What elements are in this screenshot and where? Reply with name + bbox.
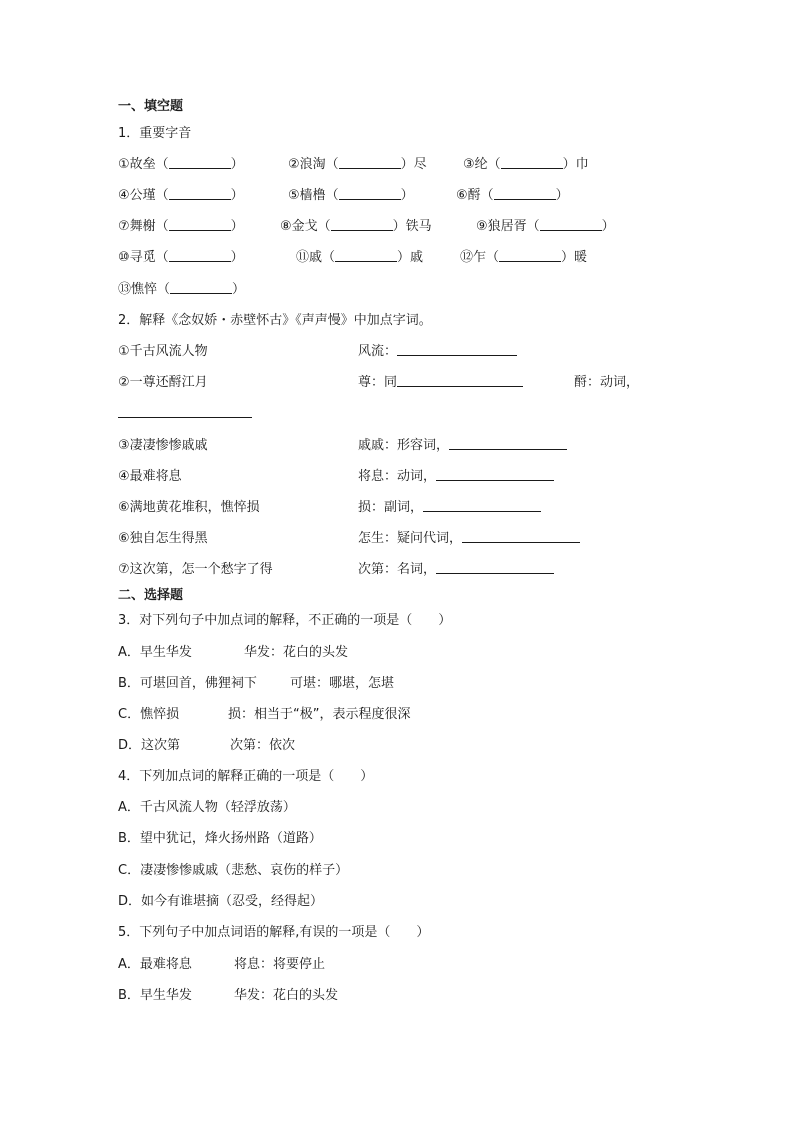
q2-row (118, 373, 678, 393)
q1-title: 1．重要字音 (118, 126, 192, 141)
q1-row (118, 217, 678, 237)
q1-item: ⑩寻觅（ ） (118, 250, 244, 265)
q2-row (118, 342, 678, 362)
q3-option[interactable] (118, 705, 678, 725)
blank[interactable] (169, 248, 231, 262)
option-label: C．憔悴损 (118, 707, 180, 722)
answer-blank[interactable] (397, 342, 517, 356)
q2-phrase: ③凄凄惨惨戚戚 (118, 438, 208, 453)
blank[interactable] (494, 186, 556, 200)
option-label: A．早生华发 (118, 645, 192, 660)
section-choice-heading: 二、选择题 (118, 588, 184, 603)
answer-blank[interactable] (436, 560, 554, 574)
option-label: D．这次第 (118, 738, 181, 753)
q1-item: ②浪淘（ ）尽 (288, 157, 427, 172)
blank[interactable] (335, 248, 397, 262)
q1-row (118, 280, 678, 300)
q2-phrase: ②一尊还酹江月 (118, 375, 208, 390)
answer-blank[interactable] (449, 436, 567, 450)
section-fill-heading: 一、填空题 (118, 99, 184, 114)
q4-option[interactable]: D．如今有谁堪摘（忍受，经得起） (118, 894, 324, 909)
q1-item: ⑥酹（ ） (456, 188, 569, 203)
blank[interactable] (169, 217, 231, 231)
q2-row (118, 467, 678, 487)
q2-answer-2: 酹：动词， (574, 375, 640, 390)
q1-item: ⑨狼居胥（ ） (476, 219, 615, 234)
option-label: B．早生华发 (118, 988, 192, 1003)
q2-answer: 风流： (358, 342, 517, 362)
option-note: 华发：花白的头发 (234, 988, 339, 1003)
q4-stem: 4．下列加点词的解释正确的一项是（ ） (118, 769, 374, 784)
q3-option[interactable] (118, 643, 678, 663)
q1-row (118, 186, 678, 206)
q2-row (118, 436, 678, 456)
option-label: A．最难将息 (118, 957, 192, 972)
q2-continuation (118, 404, 258, 424)
q2-row (118, 529, 678, 549)
q2-phrase: ⑦这次第，怎一个愁字了得 (118, 562, 273, 577)
q1-row (118, 248, 678, 268)
blank[interactable] (499, 248, 561, 262)
q1-item: ⑧金戈（ ）铁马 (280, 219, 432, 234)
q2-answer: 将息：动词， (358, 467, 554, 487)
option-note: 将息：将要停止 (234, 957, 326, 972)
answer-blank[interactable] (118, 404, 252, 418)
q2-phrase: ④最难将息 (118, 469, 182, 484)
q2-title: 2．解释《念奴娇・赤壁怀古》《声声慢》中加点字词。 (118, 313, 432, 328)
option-note: 次第：依次 (230, 738, 296, 753)
answer-blank[interactable] (436, 467, 554, 481)
q1-item: ⑤樯橹（ ） (288, 188, 414, 203)
blank[interactable] (339, 155, 401, 169)
q2-answer: 戚戚：形容词， (358, 436, 567, 456)
answer-blank[interactable] (462, 529, 580, 543)
answer-blank[interactable] (397, 373, 523, 387)
blank[interactable] (169, 186, 231, 200)
q2-row (118, 560, 678, 580)
q1-item: ①故垒（ ） (118, 157, 244, 172)
q2-phrase: ①千古风流人物 (118, 344, 208, 359)
q1-row (118, 155, 678, 175)
blank[interactable] (540, 217, 602, 231)
option-note: 华发：花白的头发 (244, 645, 349, 660)
q2-phrase: ⑥满地黄花堆积，憔悴损 (118, 500, 260, 515)
q2-phrase: ⑥独自怎生得黑 (118, 531, 208, 546)
q4-option[interactable]: B．望中犹记，烽火扬州路（道路） (118, 831, 322, 846)
option-label: B．可堪回首，佛狸祠下 (118, 676, 257, 691)
q1-item: ⑫乍（ ）暖 (460, 250, 588, 265)
q3-option[interactable] (118, 736, 678, 756)
q1-item: ⑦舞榭（ ） (118, 219, 244, 234)
answer-blank[interactable] (423, 498, 541, 512)
blank[interactable] (169, 155, 231, 169)
option-note: 可堪：哪堪，怎堪 (290, 676, 395, 691)
blank[interactable] (331, 217, 393, 231)
q5-stem: 5．下列句子中加点词语的解释,有误的一项是（ ） (118, 925, 430, 940)
q2-answer: 怎生：疑问代词， (358, 529, 580, 549)
q3-stem: 3．对下列句子中加点词的解释，不正确的一项是（ ） (118, 613, 452, 628)
q1-item: ⑬憔悴（ ） (118, 282, 246, 297)
q4-option[interactable]: C．凄凄惨惨戚戚（悲愁、哀伤的样子） (118, 863, 349, 878)
q3-option[interactable] (118, 674, 678, 694)
q5-option[interactable] (118, 986, 678, 1006)
q4-option[interactable]: A．千古风流人物（轻浮放荡） (118, 800, 296, 815)
option-note: 损：相当于“极”，表示程度很深 (228, 707, 411, 722)
q2-answer: 次第：名词， (358, 560, 554, 580)
q1-item: ④公瑾（ ） (118, 188, 244, 203)
blank[interactable] (170, 280, 232, 294)
q1-item: ③纶（ ）巾 (463, 157, 589, 172)
q1-item: ⑪戚（ ）戚 (296, 250, 424, 265)
q2-answer: 损：副词， (358, 498, 541, 518)
q2-answer: 尊：同 (358, 373, 523, 393)
q5-option[interactable] (118, 955, 678, 975)
blank[interactable] (501, 155, 563, 169)
blank[interactable] (339, 186, 401, 200)
q2-row (118, 498, 678, 518)
